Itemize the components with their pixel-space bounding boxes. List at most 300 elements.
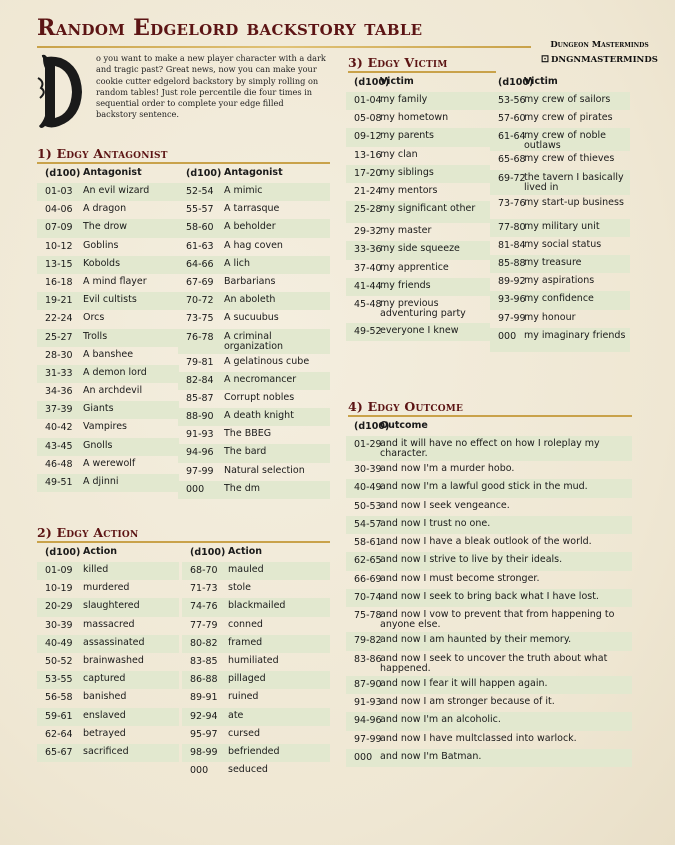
table-row [37, 365, 179, 383]
table-row [37, 256, 179, 274]
result-text: my treasure [524, 256, 582, 268]
result-text: A tarrasque [224, 203, 280, 215]
table-row [346, 632, 632, 650]
result-text: Barbarians [224, 275, 276, 287]
result-text: pillaged [228, 673, 266, 685]
roll-range: 86-88 [190, 674, 218, 686]
roll-range: 74-76 [190, 601, 218, 613]
table-row [490, 110, 630, 128]
roll-range: 09-12 [354, 131, 382, 143]
table-row [346, 516, 632, 534]
roll-range: 22-24 [45, 313, 73, 325]
result-text: my mentors [380, 184, 438, 196]
roll-range: 64-66 [186, 258, 214, 270]
roll-range: 000 [498, 330, 517, 342]
table-row [346, 749, 632, 767]
result-text: Victim [524, 76, 558, 87]
result-text: Vampires [83, 421, 127, 433]
table-row [182, 744, 330, 762]
table-row [37, 274, 179, 292]
roll-range: 17-20 [354, 167, 382, 179]
result-text: and now I'm an alcoholic. [380, 714, 501, 726]
brand-line-1: Dungeon Masterminds [550, 40, 649, 50]
result-text: Natural selection [224, 464, 305, 476]
roll-range: 61-63 [186, 240, 214, 252]
antagonist-table-col2 [178, 165, 330, 499]
table-header [37, 544, 179, 562]
brand-line-2: DNGNMASTERMINDS [550, 55, 658, 65]
result-text: my friends [380, 279, 431, 291]
table-row [37, 419, 179, 437]
table-row [37, 598, 179, 616]
table-row [346, 552, 632, 570]
roll-range: 21-24 [354, 185, 382, 197]
result-text: slaughtered [83, 600, 140, 612]
result-text: The bard [224, 446, 267, 458]
roll-range: 57-60 [498, 113, 526, 125]
result-text: A criminal organization [224, 330, 284, 352]
result-text: Outcome [380, 420, 428, 431]
roll-range: 40-49 [354, 482, 382, 494]
table-row [346, 323, 490, 341]
dice-icon: ⚀ [541, 55, 549, 65]
roll-range: 43-45 [45, 440, 73, 452]
roll-range: 49-51 [45, 477, 73, 488]
result-text: my clan [380, 148, 418, 160]
table-row [37, 617, 179, 635]
result-text: my social status [524, 238, 602, 250]
table-row [346, 436, 632, 461]
dropcap-letter: D [59, 95, 67, 105]
roll-range: 28-30 [45, 349, 73, 361]
table-row [178, 408, 330, 426]
result-text: and now I strive to live by their ideals. [380, 554, 563, 566]
table-row [346, 92, 490, 110]
table-row [346, 534, 632, 552]
result-text: A necromancer [224, 373, 297, 385]
table-row [178, 444, 330, 462]
table-header [346, 74, 490, 92]
roll-range: 000 [190, 765, 209, 777]
result-text: Goblins [83, 239, 119, 251]
result-text: The dm [224, 482, 260, 494]
roll-range: 30-39 [354, 464, 382, 475]
table-header [178, 165, 330, 183]
result-text: Action [228, 546, 263, 557]
result-text: humiliated [228, 654, 279, 666]
roll-range: 93-96 [498, 294, 526, 306]
result-text: and now I'm a lawful good stick in the mud. [380, 481, 588, 493]
table-row [346, 461, 632, 479]
roll-range: 73-75 [186, 313, 214, 325]
intro-paragraph: o you want to make a new player character with a dark and tragic past? Great news, now you can make your cookie cutter edgelord backstory by simply rolling on random tables! Just role percentile die four times in sequential order to complete your edge filled backstory sentence. [96, 53, 326, 120]
roll-range: 97-99 [498, 312, 526, 324]
table-row [37, 183, 179, 201]
roll-range: 29-32 [354, 226, 382, 238]
roll-range: 56-58 [45, 692, 73, 704]
roll-range: 70-74 [354, 592, 382, 604]
result-text: A hag coven [224, 239, 283, 251]
table-row [182, 653, 330, 671]
table-row [178, 201, 330, 219]
roll-range: 82-84 [186, 374, 214, 386]
table-row [490, 255, 630, 273]
result-text: my side squeeze [380, 243, 460, 255]
roll-range: 20-29 [45, 601, 73, 613]
action-table-col2 [182, 544, 330, 780]
roll-range: 16-18 [45, 276, 73, 288]
table-row [346, 589, 632, 607]
roll-range: 31-33 [45, 367, 73, 379]
roll-range: 89-91 [190, 692, 218, 704]
result-text: betrayed [83, 727, 126, 739]
roll-range: 65-68 [498, 154, 526, 166]
result-text: everyone I knew [380, 324, 459, 336]
table-row [346, 260, 490, 278]
table-row [346, 731, 632, 749]
table-row [37, 292, 179, 310]
roll-range: 79-81 [186, 356, 214, 368]
roll-range: 25-28 [354, 204, 382, 216]
result-text: assassinated [83, 636, 145, 648]
roll-range: 52-54 [186, 186, 214, 197]
roll-range: 85-88 [498, 257, 526, 269]
result-text: and now I vow to prevent that from happening to anyone else. [380, 609, 615, 631]
result-text: my siblings [380, 166, 434, 178]
table-row [178, 274, 330, 292]
result-text: sacrificed [83, 745, 129, 757]
result-text: An archdevil [83, 385, 143, 397]
roll-range: (d100) [498, 77, 534, 88]
roll-range: 62-64 [45, 728, 73, 740]
table-row [346, 201, 490, 223]
result-text: my crew of thieves [524, 153, 615, 165]
table-header [490, 74, 630, 92]
result-text: my confidence [524, 293, 594, 305]
result-text: The BBEG [224, 428, 272, 440]
roll-range: 37-40 [354, 262, 382, 274]
table-row [490, 273, 630, 291]
roll-range: 67-69 [186, 276, 214, 288]
result-text: and now I'm a murder hobo. [380, 463, 515, 474]
table-row [37, 708, 179, 726]
roll-range: 95-97 [190, 728, 218, 740]
table-row [37, 689, 179, 707]
table-row [178, 372, 330, 390]
roll-range: (d100) [45, 547, 81, 558]
result-text: killed [83, 564, 109, 575]
result-text: Kobolds [83, 257, 121, 269]
roll-range: 40-42 [45, 422, 73, 434]
table-row [178, 329, 330, 354]
section-divider-outcome [348, 415, 632, 417]
result-text: A gelatinous cube [224, 355, 310, 367]
roll-range: 68-70 [190, 565, 218, 576]
result-text: my crew of pirates [524, 112, 613, 124]
result-text: and now I must become stronger. [380, 572, 540, 584]
roll-range: 66-69 [354, 573, 382, 585]
table-row [37, 219, 179, 237]
result-text: Orcs [83, 312, 105, 324]
table-row [346, 498, 632, 516]
result-text: my family [380, 94, 428, 105]
antagonist-table-col1 [37, 165, 179, 492]
table-row [37, 329, 179, 347]
result-text: A beholder [224, 221, 276, 233]
section-title-action: 2) Edgy Action [37, 525, 139, 540]
roll-range: 50-52 [45, 655, 73, 667]
roll-range: (d100) [190, 547, 226, 558]
result-text: mauled [228, 564, 264, 575]
result-text: A djinni [83, 476, 119, 487]
table-row [178, 238, 330, 256]
section-divider-action [37, 541, 330, 543]
roll-range: 80-82 [190, 637, 218, 649]
result-text: Victim [380, 76, 414, 87]
result-text: ruined [228, 691, 259, 703]
table-row [346, 651, 632, 676]
roll-range: 92-94 [190, 710, 218, 722]
table-row [490, 237, 630, 255]
roll-range: 53-56 [498, 95, 526, 106]
dropcap-d [37, 52, 89, 132]
roll-range: (d100) [354, 77, 390, 88]
section-divider-victim [348, 71, 496, 73]
table-header [37, 165, 179, 183]
roll-range: 01-04 [354, 95, 382, 106]
result-text: my military unit [524, 220, 600, 232]
table-row [182, 726, 330, 744]
result-text: A death knight [224, 410, 294, 422]
table-row [346, 165, 490, 183]
result-text: An aboleth [224, 294, 276, 306]
roll-range: 91-93 [186, 429, 214, 441]
roll-range: 77-79 [190, 619, 218, 631]
result-text: captured [83, 673, 126, 685]
section-title-victim: 3) Edgy Victim [348, 55, 448, 70]
table-row [346, 110, 490, 128]
result-text: and now I have a bleak outlook of the world. [380, 536, 592, 548]
roll-range: 55-57 [186, 204, 214, 216]
result-text: my aspirations [524, 275, 595, 287]
roll-range: 000 [186, 483, 205, 495]
table-row [346, 296, 490, 323]
action-table-col1 [37, 544, 179, 762]
result-text: Corrupt nobles [224, 391, 295, 403]
roll-range: 46-48 [45, 458, 73, 470]
result-text: A demon lord [83, 366, 147, 378]
result-text: befriended [228, 745, 280, 757]
result-text: cursed [228, 727, 260, 739]
result-text: Gnolls [83, 439, 113, 451]
roll-range: 81-84 [498, 239, 526, 251]
roll-range: 45-48 [354, 298, 382, 310]
roll-range: 76-78 [186, 331, 214, 343]
table-row [490, 219, 630, 237]
table-row [182, 762, 330, 780]
roll-range: 01-29 [354, 439, 382, 450]
result-text: ate [228, 709, 244, 721]
roll-range: 34-36 [45, 386, 73, 398]
table-row [37, 562, 179, 580]
result-text: my honour [524, 311, 576, 323]
table-row [37, 474, 179, 492]
table-row [37, 310, 179, 328]
roll-range: 87-90 [354, 678, 382, 690]
result-text: my hometown [380, 112, 449, 124]
table-row [346, 479, 632, 497]
table-row [182, 635, 330, 653]
table-row [346, 676, 632, 694]
roll-range: 89-92 [498, 276, 526, 288]
roll-range: 94-96 [354, 715, 382, 727]
table-row [490, 151, 630, 169]
result-text: my crew of noble outlaws [524, 130, 606, 152]
result-text: banished [83, 691, 127, 703]
table-row [37, 347, 179, 365]
table-row [182, 689, 330, 707]
roll-range: 83-85 [190, 655, 218, 667]
result-text: A werewolf [83, 457, 136, 469]
result-text: and now I seek to uncover the truth about what happened. [380, 652, 608, 674]
table-row [346, 128, 490, 146]
roll-range: 58-60 [186, 222, 214, 234]
roll-range: (d100) [186, 168, 222, 179]
table-row [346, 183, 490, 201]
result-text: my start-up business [524, 196, 624, 208]
roll-range: 94-96 [186, 447, 214, 459]
result-text: framed [228, 636, 263, 648]
result-text: conned [228, 618, 263, 630]
result-text: and it will have no effect on how I roleplay my character. [380, 438, 600, 459]
roll-range: 69-72 [498, 172, 526, 184]
result-text: my apprentice [380, 261, 449, 273]
table-row [490, 310, 630, 328]
result-text: enslaved [83, 709, 126, 721]
table-row [182, 598, 330, 616]
roll-range: 01-09 [45, 565, 73, 576]
table-row [346, 694, 632, 712]
result-text: brainwashed [83, 654, 144, 666]
table-row [37, 580, 179, 598]
result-text: and now I have multclassed into warlock. [380, 732, 577, 744]
roll-range: 98-99 [190, 746, 218, 758]
result-text: and now I am stronger because of it. [380, 695, 555, 707]
roll-range: 07-09 [45, 222, 73, 234]
roll-range: 77-80 [498, 221, 526, 233]
result-text: A mimic [224, 185, 263, 196]
roll-range: 83-86 [354, 653, 382, 665]
roll-range: 37-39 [45, 404, 73, 416]
result-text: A dragon [83, 203, 127, 215]
brand-line-2-wrap [537, 53, 662, 68]
roll-range: 13-16 [354, 149, 382, 161]
section-divider-antagonist [37, 162, 330, 164]
roll-range: 10-12 [45, 240, 73, 252]
roll-range: 53-55 [45, 674, 73, 686]
result-text: my previous adventuring party [380, 297, 466, 319]
result-text: stole [228, 582, 251, 594]
result-text: A banshee [83, 348, 134, 360]
table-header [182, 544, 330, 562]
roll-range: 25-27 [45, 331, 73, 343]
brand-logo [537, 38, 662, 68]
result-text: The drow [83, 221, 127, 233]
roll-range: (d100) [45, 168, 81, 179]
table-row [178, 354, 330, 372]
roll-range: 59-61 [45, 710, 73, 722]
table-row [178, 310, 330, 328]
result-text: seduced [228, 764, 268, 776]
result-text: A mind flayer [83, 275, 147, 287]
roll-range: 88-90 [186, 411, 214, 423]
result-text: An evil wizard [83, 185, 150, 196]
table-row [37, 401, 179, 419]
result-text: my significant other [380, 203, 476, 215]
roll-range: 79-82 [354, 635, 382, 647]
roll-range: 30-39 [45, 619, 73, 631]
table-row [490, 170, 630, 195]
table-row [37, 456, 179, 474]
victim-table-col1 [346, 74, 490, 341]
table-row [490, 92, 630, 110]
title-divider [37, 46, 531, 48]
roll-range: 13-15 [45, 258, 73, 270]
table-row [37, 671, 179, 689]
roll-range: 10-19 [45, 583, 73, 595]
result-text: and now I'm Batman. [380, 750, 482, 762]
roll-range: 97-99 [354, 733, 382, 745]
table-row [346, 571, 632, 589]
roll-range: 000 [354, 751, 373, 763]
result-text: A sucuubus [224, 312, 279, 324]
table-row [37, 744, 179, 762]
roll-range: 71-73 [190, 583, 218, 595]
result-text: massacred [83, 618, 135, 630]
roll-range: 50-53 [354, 500, 382, 512]
roll-range: 54-57 [354, 518, 382, 530]
result-text: Antagonist [224, 167, 283, 178]
section-title-antagonist: 1) Edgy Antagonist [37, 146, 168, 161]
table-row [490, 291, 630, 309]
table-row [37, 383, 179, 401]
table-row [37, 438, 179, 456]
table-row [37, 238, 179, 256]
result-text: the tavern I basically lived in [524, 171, 624, 193]
table-row [490, 128, 630, 151]
result-text: A lich [224, 257, 251, 269]
outcome-table [346, 418, 632, 767]
table-row [346, 278, 490, 296]
result-text: my parents [380, 130, 434, 142]
result-text: my crew of sailors [524, 94, 611, 105]
roll-range: 65-67 [45, 746, 73, 758]
roll-range: 62-65 [354, 555, 382, 567]
table-row [178, 463, 330, 481]
roll-range: 58-61 [354, 537, 382, 549]
table-row [178, 481, 330, 499]
result-text: Antagonist [83, 167, 142, 178]
roll-range: 41-44 [354, 280, 382, 292]
result-text: Trolls [83, 330, 108, 342]
result-text: and now I trust no one. [380, 517, 491, 529]
result-text: blackmailed [228, 600, 286, 612]
roll-range: 97-99 [186, 465, 214, 477]
result-text: and now I fear it will happen again. [380, 677, 548, 689]
table-row [37, 726, 179, 744]
result-text: Evil cultists [83, 294, 137, 306]
table-row [182, 708, 330, 726]
